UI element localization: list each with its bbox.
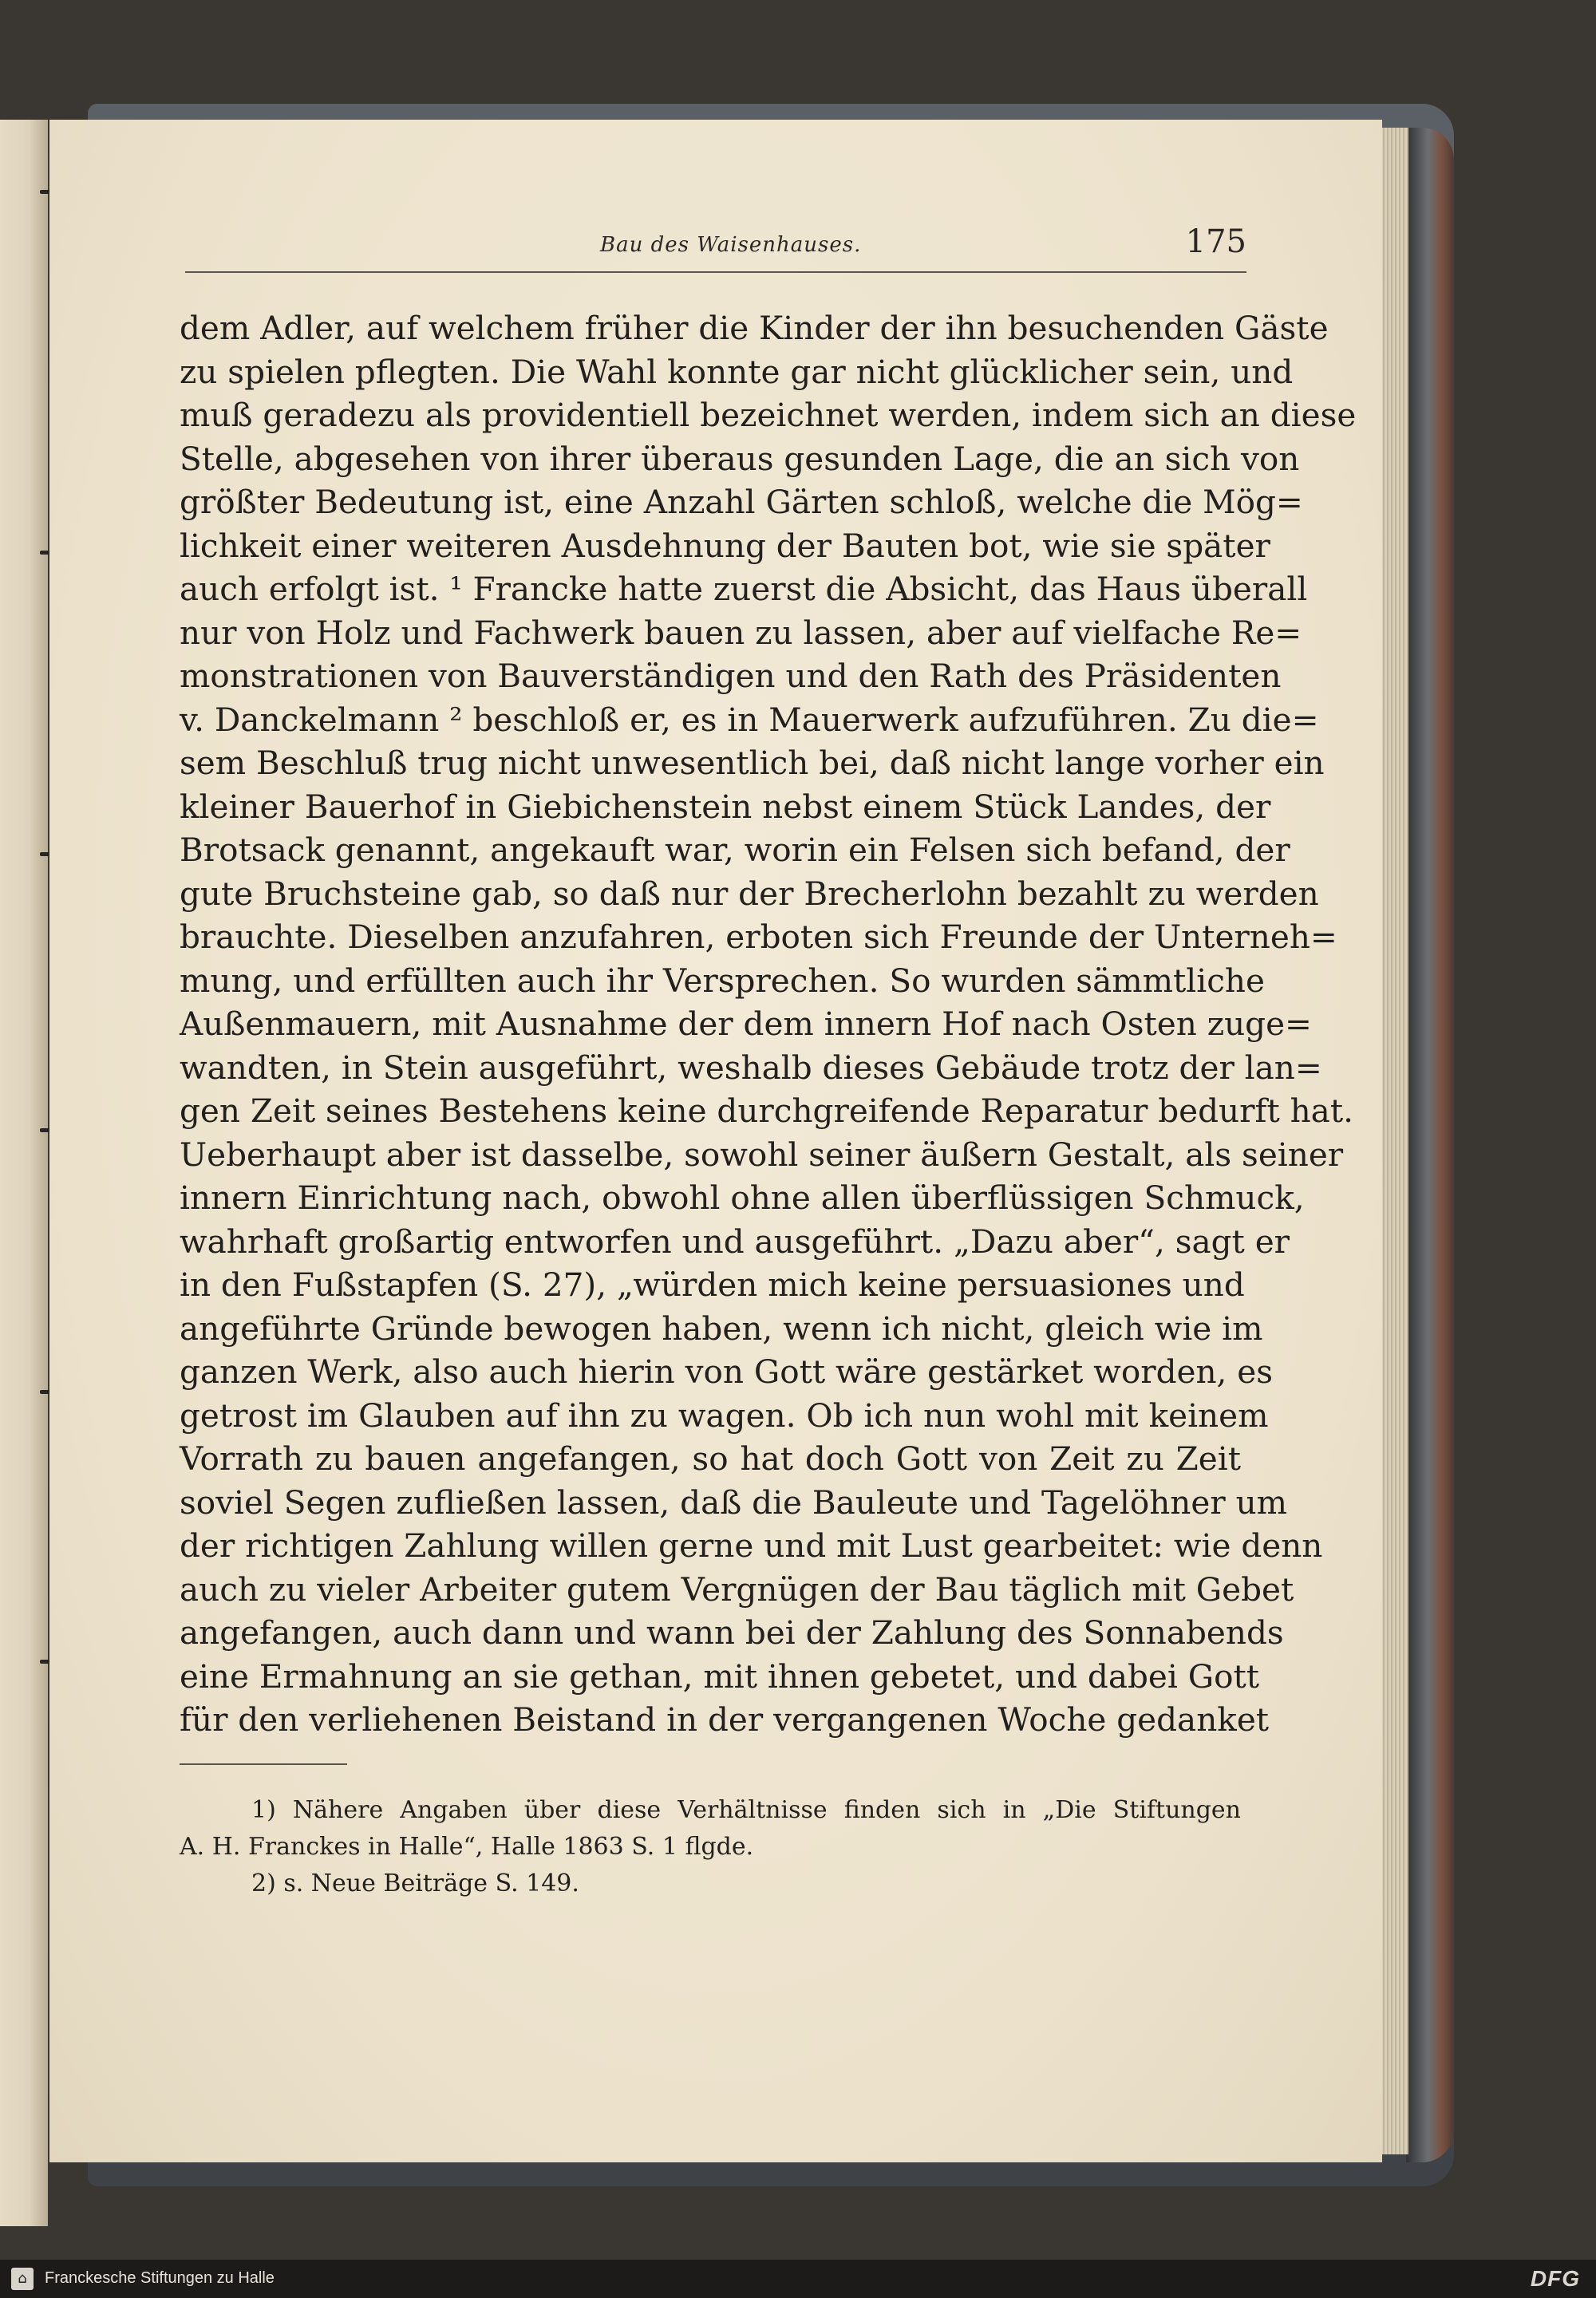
footnotes: [180, 1792, 1241, 1902]
book-page: [49, 120, 1382, 2162]
text-line: wandten, in Stein ausgeführt, weshalb dieses Gebäude trotz der lan=: [180, 1048, 1322, 1087]
text-line: lichkeit einer weiteren Ausdehnung der Bauten bot, wie sie später: [180, 526, 1270, 565]
text-line: eine Ermahnung an sie gethan, mit ihnen gebetet, und dabei Gott: [180, 1656, 1260, 1696]
text-line: wahrhaft großartig entworfen und ausgeführt. „Dazu aber“, sagt er: [180, 1222, 1290, 1261]
text-line: auch zu vieler Arbeiter gutem Vergnügen der Bau täglich mit Gebet: [180, 1570, 1294, 1609]
text-line: sem Beschluß trug nicht unwesentlich bei, daß nicht lange vorher ein: [180, 744, 1325, 782]
text-line: nur von Holz und Fachwerk bauen zu lassen, aber auf vielfache Re=: [180, 613, 1302, 652]
text-line: ganzen Werk, also auch hierin von Gott wäre gestärket worden, es: [180, 1352, 1274, 1391]
text-line: der richtigen Zahlung willen gerne und mit Lust gearbeitet: wie denn: [180, 1526, 1323, 1565]
text-line: v. Danckelmann ² beschloß er, es in Mauerwerk aufzuführen. Zu die=: [180, 700, 1319, 739]
text-line: größter Bedeutung ist, eine Anzahl Gärten schloß, welche die Mög=: [180, 483, 1303, 521]
text-line: brauchte. Dieselben anzufahren, erboten sich Freunde der Unterneh=: [180, 918, 1337, 956]
footer-institution-label: Franckesche Stiftungen zu Halle: [45, 2269, 275, 2287]
text-line: getrost im Glauben auf ihn zu wagen. Ob ich nun wohl mit keinem: [180, 1396, 1269, 1435]
footer-bar: [0, 2260, 1596, 2298]
page-header: [185, 223, 1246, 273]
text-line: Außenmauern, mit Ausnahme der dem innern Hof nach Osten zuge=: [180, 1005, 1312, 1043]
body-text: [180, 306, 1357, 1742]
page-number: 175: [1185, 223, 1246, 260]
footnote-1-line-2: A. H. Franckes in Halle“, Halle 1863 S. 1 flgde.: [180, 1833, 754, 1861]
dfg-logo: DFG: [1530, 2266, 1580, 2291]
cover-edge: [1406, 128, 1454, 2162]
previous-page-edge: [0, 120, 48, 2226]
text-line: angefangen, auch dann und wann bei der Zahlung des Sonnabends: [180, 1613, 1284, 1652]
text-line: für den verliehenen Beistand in der vergangenen Woche gedanket: [180, 1700, 1270, 1739]
text-line: muß geradezu als providentiell bezeichnet werden, indem sich an diese: [180, 396, 1357, 434]
text-line: Ueberhaupt aber ist dasselbe, sowohl seiner äußern Gestalt, als seiner: [180, 1135, 1344, 1174]
text-line: mung, und erfüllten auch ihr Versprechen. So wurden sämmtliche: [180, 961, 1265, 1000]
text-line: gen Zeit seines Bestehens keine durchgreifende Reparatur bedurft hat.: [180, 1092, 1353, 1130]
text-line: gute Bruchsteine gab, so daß nur der Brecherlohn bezahlt zu werden: [180, 874, 1319, 913]
text-line: dem Adler, auf welchem früher die Kinder der ihn besuchenden Gäste: [180, 309, 1329, 347]
text-line: Vorrath zu bauen angefangen, so hat doch Gott von Zeit zu Zeit: [180, 1439, 1241, 1478]
text-line: Brotsack genannt, angekauft war, worin ein Felsen sich befand, der: [180, 831, 1290, 869]
text-line: auch erfolgt ist. ¹ Francke hatte zuerst die Absicht, das Haus überall: [180, 570, 1308, 608]
text-line: zu spielen pflegten. Die Wahl konnte gar nicht glücklicher sein, und: [180, 352, 1294, 391]
running-title: Bau des Waisenhauses.: [600, 233, 862, 257]
footnote-rule: [180, 1763, 347, 1765]
text-line: soviel Segen zufließen lassen, daß die Bauleute und Tagelöhner um: [180, 1483, 1288, 1522]
text-line: kleiner Bauerhof in Giebichenstein nebst einem Stück Landes, der: [180, 787, 1271, 826]
text-line: angeführte Gründe bewogen haben, wenn ich nicht, gleich wie im: [180, 1309, 1263, 1348]
text-line: innern Einrichtung nach, obwohl ohne allen überflüssigen Schmuck,: [180, 1179, 1305, 1217]
footnote-2: 2) s. Neue Beiträge S. 149.: [251, 1870, 579, 1897]
text-line: in den Fußstapfen (S. 27), „würden mich keine persuasiones und: [180, 1265, 1245, 1304]
institution-logo-icon: ⌂: [11, 2268, 34, 2290]
text-line: monstrationen von Bauverständigen und den Rath des Präsidenten: [180, 657, 1282, 695]
text-line: Stelle, abgesehen von ihrer überaus gesunden Lage, die an sich von: [180, 439, 1300, 478]
footnote-1-line-1: 1) Nähere Angaben über diese Verhältnisse finden sich in „Die Stiftungen: [251, 1796, 1241, 1824]
